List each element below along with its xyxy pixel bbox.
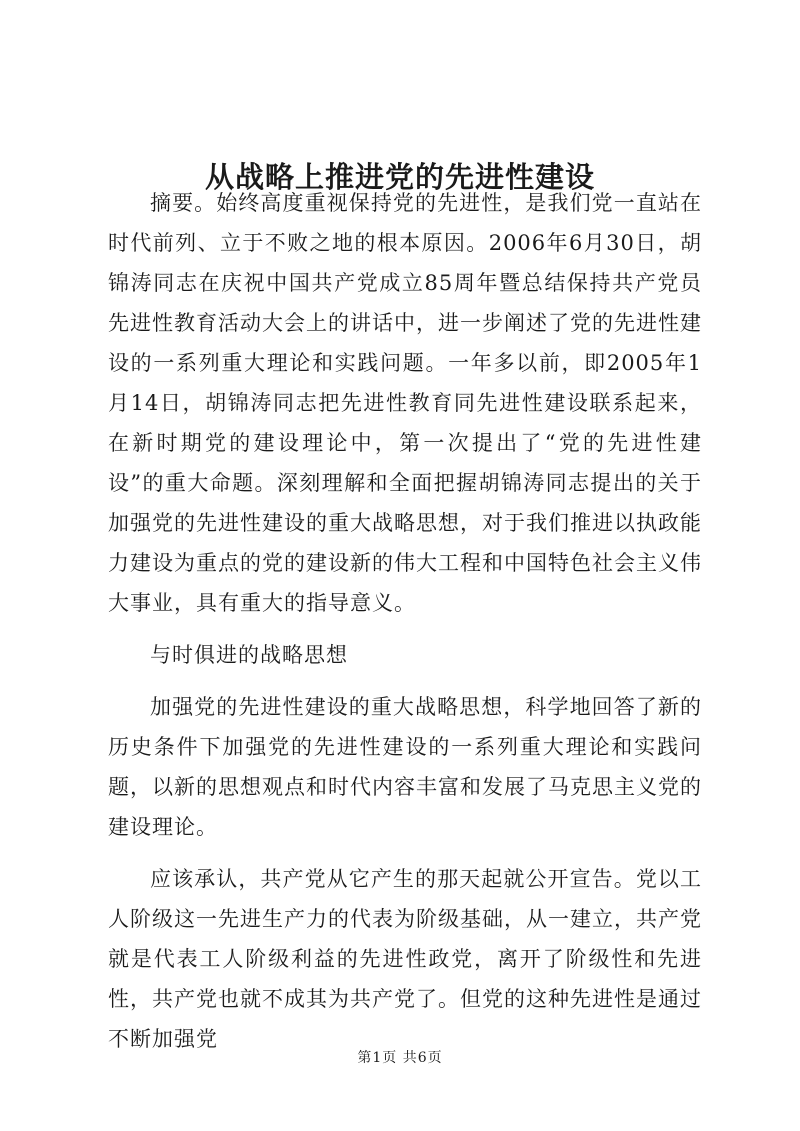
page-title: 从战略上推进党的先进性建设 bbox=[204, 160, 595, 195]
body-paragraph: 加强党的先进性建设的重大战略思想，科学地回答了新的历史条件下加强党的先进性建设的一系列重大理论和实践问题，以新的思想观点和时代内容丰富和发展了马克思主义党的建设理论。 bbox=[108, 695, 702, 839]
section-heading: 与时俱进的战略思想 bbox=[150, 643, 348, 667]
document-body bbox=[108, 183, 702, 1059]
abstract-paragraph: 摘要。始终高度重视保持党的先进性，是我们党一直站在时代前列、立于不败之地的根本原因。2006年6月30日，胡锦涛同志在庆祝中国共产党成立85周年暨总结保持共产党员先进性教育活动大会上的讲话中，进一步阐述了党的先进性建设的一系列重大理论和实践问题。一年多以前，即2005年1月14日，胡锦涛同志把先进性教育同先进性建设联系起来，在新时期党的建设理论中，第一次提出了“党的先进性建设”的重大命题。深刻理解和全面把握胡锦涛同志提出的关于加强党的先进性建设的重大战略思想，对于我们推进以执政能力建设为重点的党的建设新的伟大工程和中国特色社会主义伟大事业，具有重大的指导意义。 bbox=[108, 191, 702, 615]
body-paragraph: 应该承认，共产党从它产生的那天起就公开宣告。党以工人阶级这一先进生产力的代表为阶级基础，从一建立，共产党就是代表工人阶级利益的先进性政党，离开了阶级性和先进性，共产党也就不成其为共产党了。但党的这种先进性是通过不断加强党 bbox=[108, 867, 702, 1051]
page-footer: 第1页 共6页 bbox=[357, 1050, 443, 1066]
